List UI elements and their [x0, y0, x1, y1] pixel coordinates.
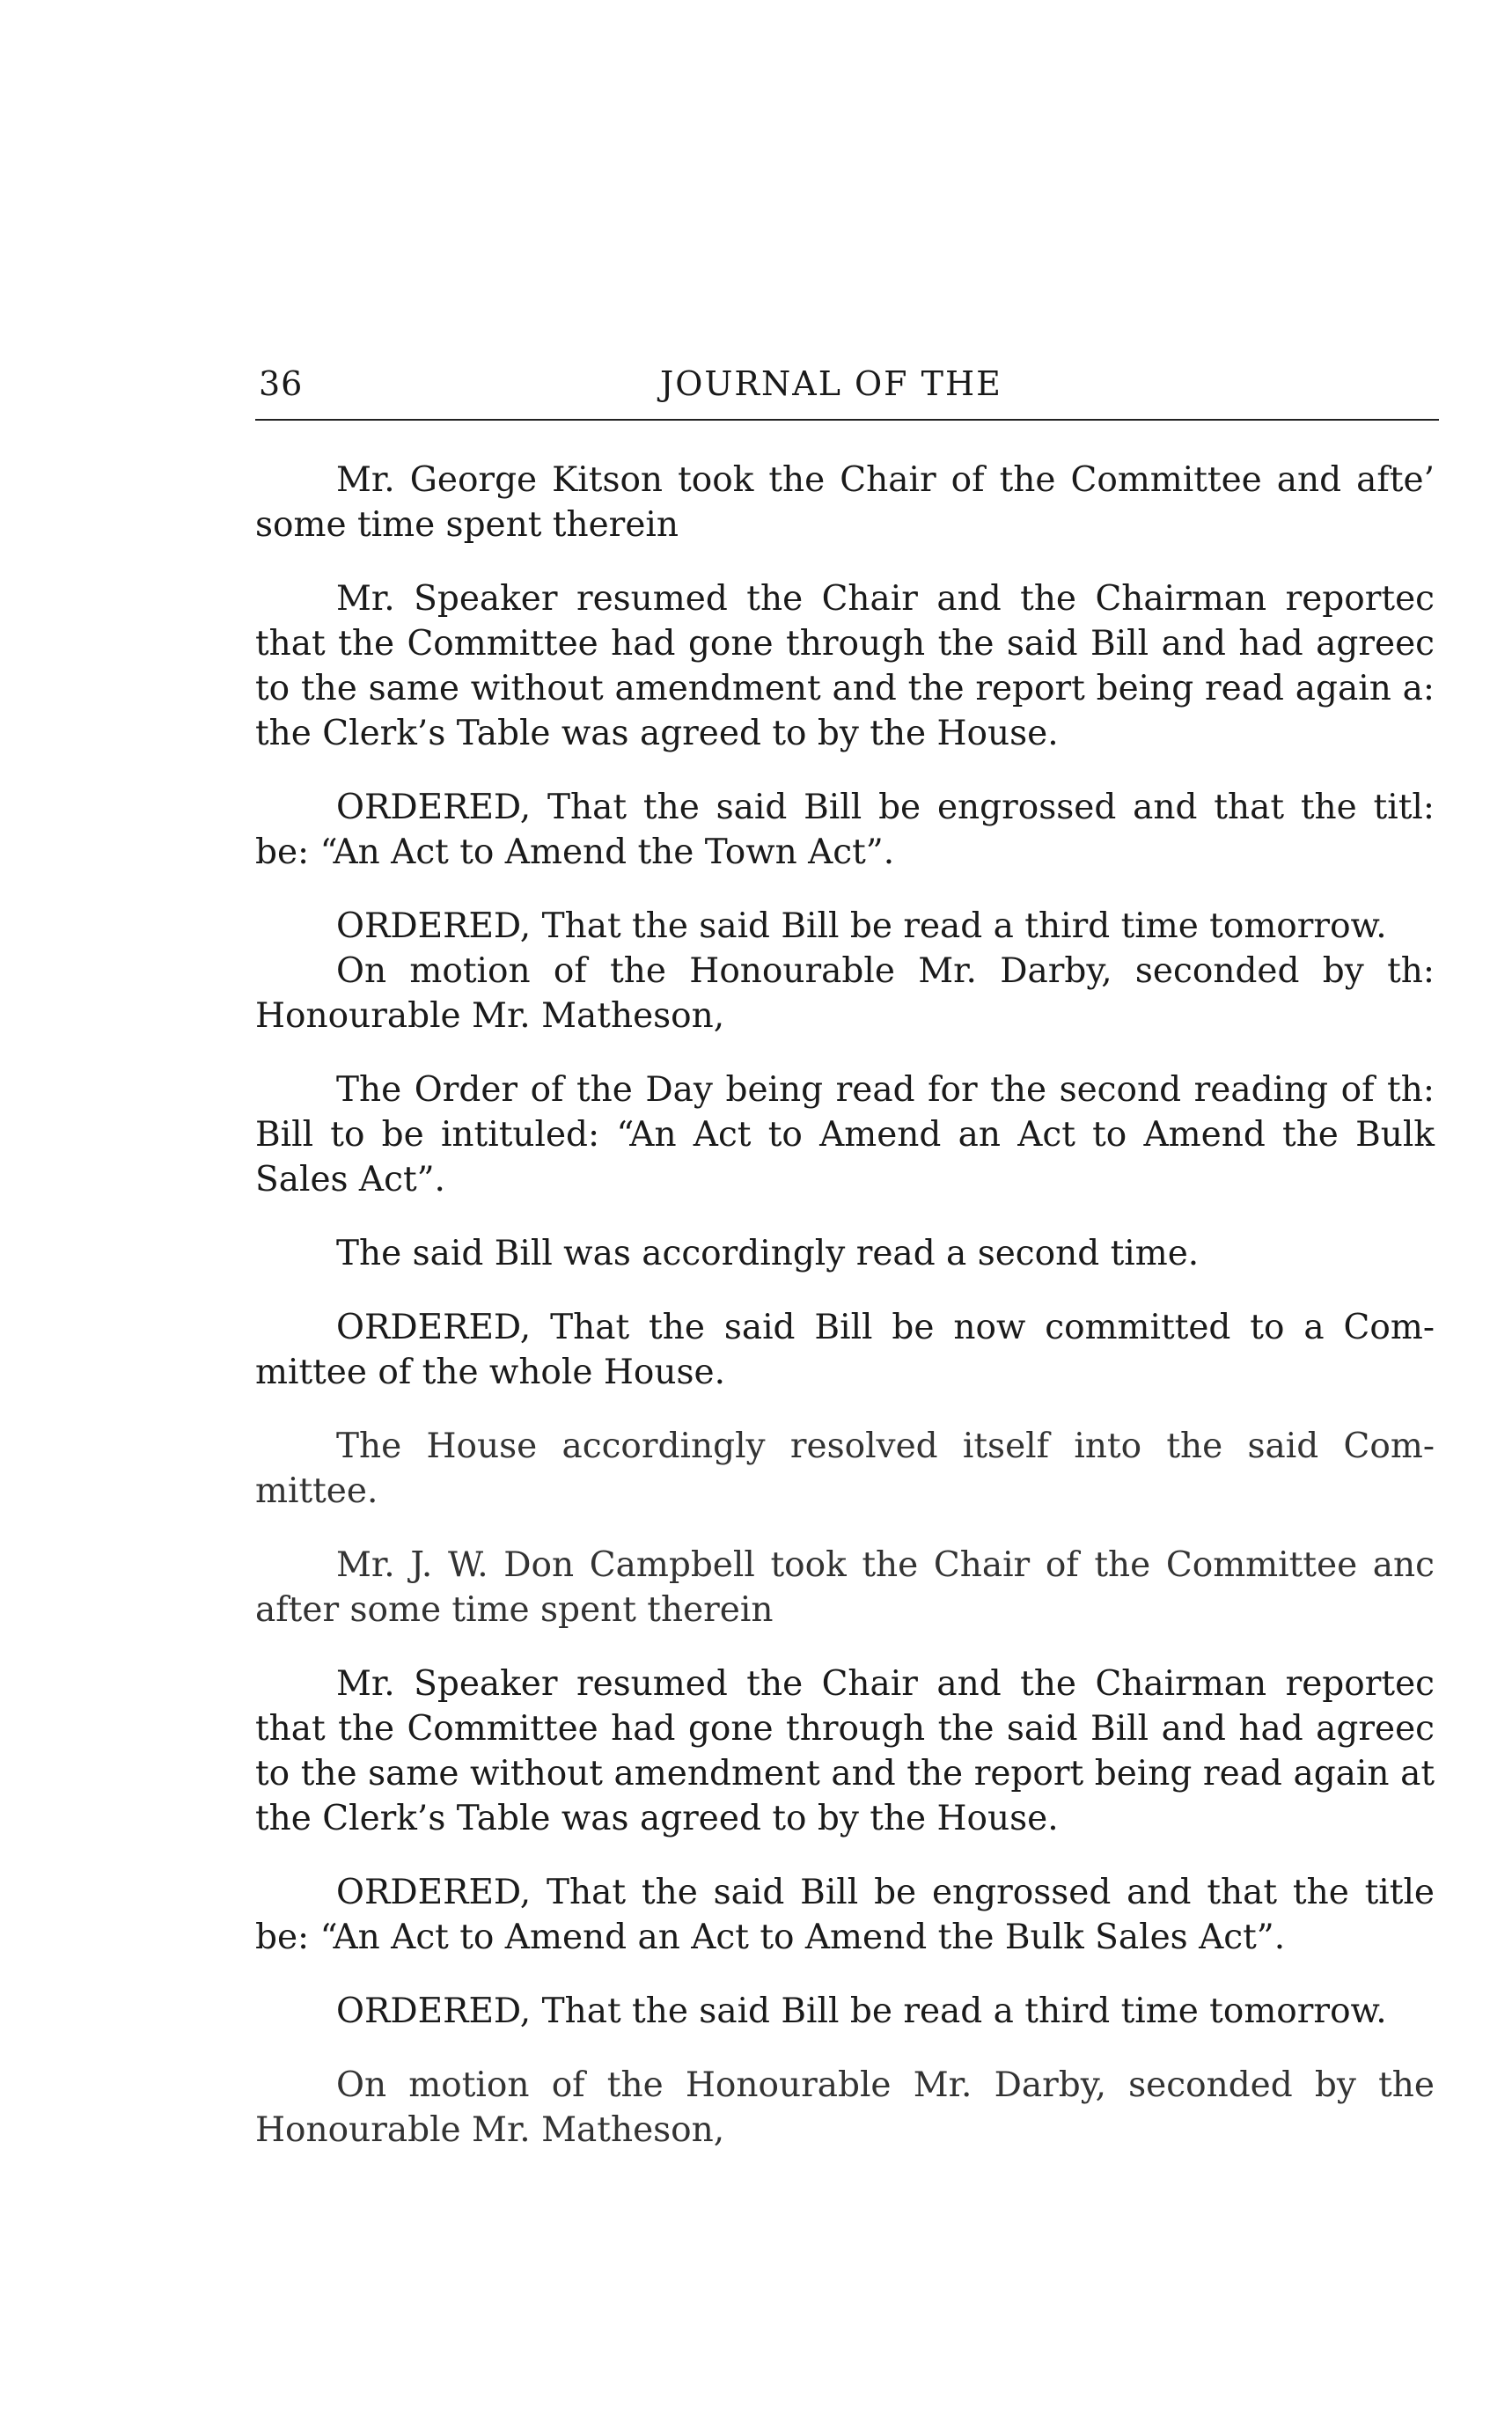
paragraph-ordered-committed: ORDERED, That the said Bill be now committed to a Com- mittee of the whole House.: [255, 1308, 1435, 1392]
paragraph-kitson-chair: Mr. George Kitson took the Chair of the Committee and afte’ some time spent therein: [255, 460, 1435, 545]
paragraph-second-reading: The said Bill was accordingly read a second time.: [336, 1234, 1200, 1273]
page-header: [255, 364, 1439, 417]
paragraph-motion-darby-1: On motion of the Honourable Mr. Darby, seconded by th: Honourable Mr. Matheson,: [255, 951, 1435, 1036]
paragraph-speaker-report-1: Mr. Speaker resumed the Chair and the Chairman reportec that the Committee had gone through the said Bill and had agreec to the same without amendment and the report being read again a: the Clerk’s Table was agreed to by the House.: [255, 579, 1435, 753]
paragraph-ordered-engrossed-2: ORDERED, That the said Bill be engrossed and that the title be: “An Act to Amend an Act to Amend the Bulk Sales Act”.: [255, 1873, 1435, 1957]
paragraph-speaker-report-2: Mr. Speaker resumed the Chair and the Chairman reportec that the Committee had gone through the said Bill and had agreec to the same without amendment and the report being read again at the Clerk’s Table was agreed to by the House.: [255, 1664, 1435, 1838]
paragraph-campbell-chair: Mr. J. W. Don Campbell took the Chair of the Committee anc after some time spent therein: [255, 1545, 1435, 1630]
page-number: 36: [259, 364, 304, 403]
paragraph-house-resolved: The House accordingly resolved itself into the said Com- mittee.: [255, 1427, 1435, 1511]
header-rule: [255, 419, 1439, 421]
paragraph-ordered-third-reading-2: ORDERED, That the said Bill be read a third time tomorrow.: [336, 1992, 1387, 2031]
paragraph-ordered-engrossed-1: ORDERED, That the said Bill be engrossed and that the titl: be: “An Act to Amend the Town Act”.: [255, 788, 1435, 872]
running-title: JOURNAL OF THE: [660, 364, 1002, 403]
journal-body: [255, 458, 1435, 2182]
paragraph-ordered-third-reading-1: ORDERED, That the said Bill be read a third time tomorrow.: [336, 906, 1387, 946]
paragraph-motion-darby-2: On motion of the Honourable Mr. Darby, seconded by the Honourable Mr. Matheson,: [255, 2065, 1435, 2150]
paragraph-order-of-day: The Order of the Day being read for the second reading of th: Bill to be intituled: “An Act to Amend an Act to Amend the Bulk Sales Act”.: [255, 1070, 1435, 1199]
